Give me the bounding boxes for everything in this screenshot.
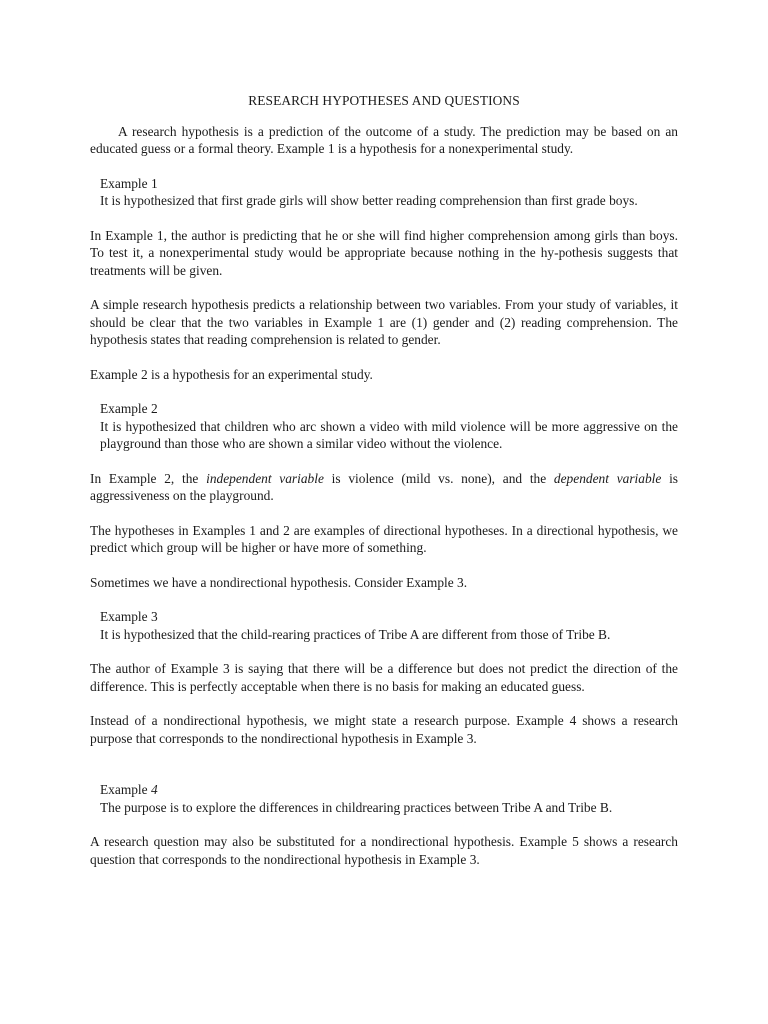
- example-1: [100, 175, 678, 210]
- example-2: [100, 400, 678, 453]
- example-4-label: [100, 781, 678, 799]
- example-3: [100, 608, 678, 643]
- paragraph-example-1-discussion: In Example 1, the author is predicting that he or she will find higher comprehension among girls than boys. To test it, a nonexperimental study would be appropriate because nothing in the hy-pothesis suggests that treatments will be given.: [90, 227, 678, 278]
- example-4-label-word: Example: [100, 782, 151, 797]
- example-3-text: It is hypothesized that the child-rearing practices of Tribe A are different from those of Tribe B.: [100, 626, 611, 642]
- dependent-variable-term: dependent variable: [553, 470, 662, 486]
- paragraph-example-2-intro: Example 2 is a hypothesis for an experimental study.: [90, 366, 373, 382]
- example-4-label-number: 4: [150, 782, 158, 797]
- example-1-label: Example 1: [100, 175, 158, 191]
- example-2-label: Example 2: [100, 401, 158, 416]
- example-4: [100, 781, 678, 816]
- paragraph-example-3-discussion: The author of Example 3 is saying that there will be a difference but does not predict the direction of the difference. This is perfectly acceptable when there is no basis for making an educated guess.: [90, 661, 678, 694]
- example-1-text: It is hypothesized that first grade girls will show better reading comprehension than first grade boys.: [100, 193, 638, 208]
- paragraph-variables-part-3: is aggressiveness on the playground.: [90, 470, 678, 503]
- paragraph-research-question: A research question may also be substituted for a nondirectional hypothesis. Example 5 shows a research question that corresponds to the nondirectional hypothesis in Example 3.: [90, 834, 678, 867]
- paragraph-intro: A research hypothesis is a prediction of the outcome of a study. The prediction may be based on an educated guess or a formal theory. Example 1 is a hypothesis for a nonexperimental study.: [90, 123, 678, 156]
- paragraph-variables-part-1: In Example 2, the: [90, 470, 207, 486]
- paragraph-simple-hypothesis: A simple research hypothesis predicts a relationship between two variables. From your study of variables, it should be clear that the two variables in Example 1 are (1) gender and (2) reading comprehension. The hypothesis states that reading comprehension is related to gender.: [90, 297, 678, 347]
- paragraph-variables-part-2: is violence (mild vs. none), and the: [323, 470, 554, 486]
- paragraph-research-purpose: Instead of a nondirectional hypothesis, we might state a research purpose. Example 4 shows a research purpose that corresponds to the nondirectional hypothesis in Example 3.: [90, 713, 678, 746]
- example-2-text: It is hypothesized that children who arc shown a video with mild violence will be more aggressive on the playground than those who are shown a similar video without the violence.: [100, 418, 678, 451]
- paragraph-nondirectional-intro: Sometimes we have a nondirectional hypothesis. Consider Example 3.: [90, 574, 468, 590]
- document-page: [90, 92, 678, 885]
- document-title: RESEARCH HYPOTHESES AND QUESTIONS: [248, 93, 520, 108]
- paragraph-directional: The hypotheses in Examples 1 and 2 are examples of directional hypotheses. In a directional hypothesis, we predict which group will be higher or have more of something.: [90, 522, 678, 555]
- example-3-label: Example 3: [100, 609, 158, 624]
- example-4-text: The purpose is to explore the differences in childrearing practices between Tribe A and Tribe B.: [100, 799, 613, 815]
- independent-variable-term: independent variable: [206, 470, 324, 486]
- paragraph-variables: [90, 470, 678, 505]
